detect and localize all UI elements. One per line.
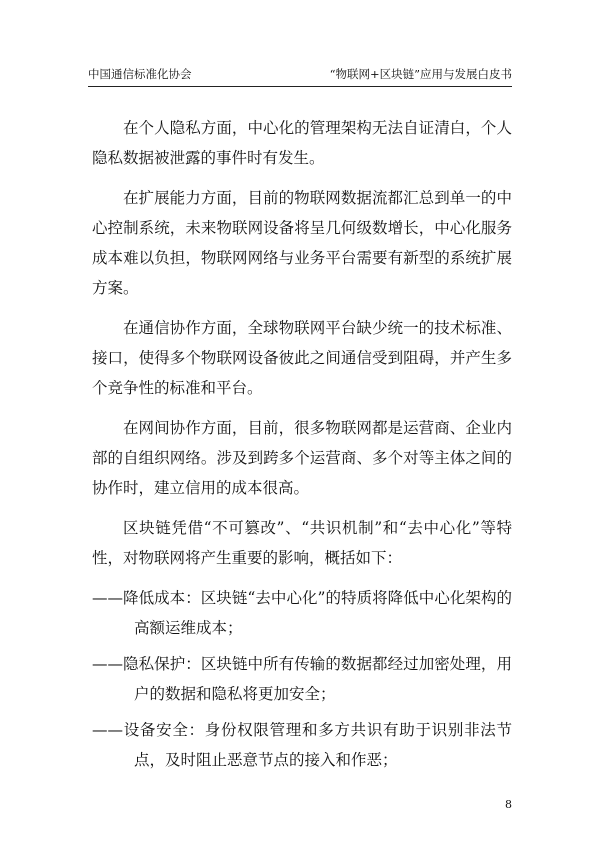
body-content [92, 113, 512, 781]
paragraph-blockchain-intro: 区块链凭借“不可篡改”、“共识机制”和“去中心化”等特性，对物联网将产生重要的影响，概括如下： [92, 519, 512, 567]
header-org-name: 中国通信标准化协会 [88, 67, 192, 81]
list-item-cost-reduction: ——降低成本：区块链“去中心化”的特质将降低中心化架构的高额运维成本； [92, 589, 512, 637]
paragraph-communication: 在通信协作方面，全球物联网平台缺少统一的技术标准、接口，使得多个物联网设备彼此之间通信受到阻碍，并产生多个竞争性的标准和平台。 [92, 319, 512, 397]
page-number: 8 [505, 798, 512, 811]
paragraph-network-collaboration: 在网间协作方面，目前，很多物联网都是运营商、企业内部的自组织网络。涉及到跨多个运营商、多个对等主体之间的协作时，建立信用的成本很高。 [92, 419, 512, 497]
header-document-title: “物联网+区块链”应用与发展白皮书 [329, 67, 512, 81]
list-item-device-security: ——设备安全：身份权限管理和多方共识有助于识别非法节点，及时阻止恶意节点的接入和作恶； [92, 721, 512, 769]
header-divider [88, 86, 512, 87]
list-item-privacy-protection: ——隐私保护：区块链中所有传输的数据都经过加密处理，用户的数据和隐私将更加安全； [92, 655, 512, 703]
paragraph-privacy: 在个人隐私方面，中心化的管理架构无法自证清白，个人隐私数据被泄露的事件时有发生。 [92, 119, 512, 167]
page-header [88, 64, 512, 84]
paragraph-scalability: 在扩展能力方面，目前的物联网数据流都汇总到单一的中心控制系统，未来物联网设备将呈几何级数增长，中心化服务成本难以负担，物联网网络与业务平台需要有新型的系统扩展方案。 [92, 189, 512, 297]
